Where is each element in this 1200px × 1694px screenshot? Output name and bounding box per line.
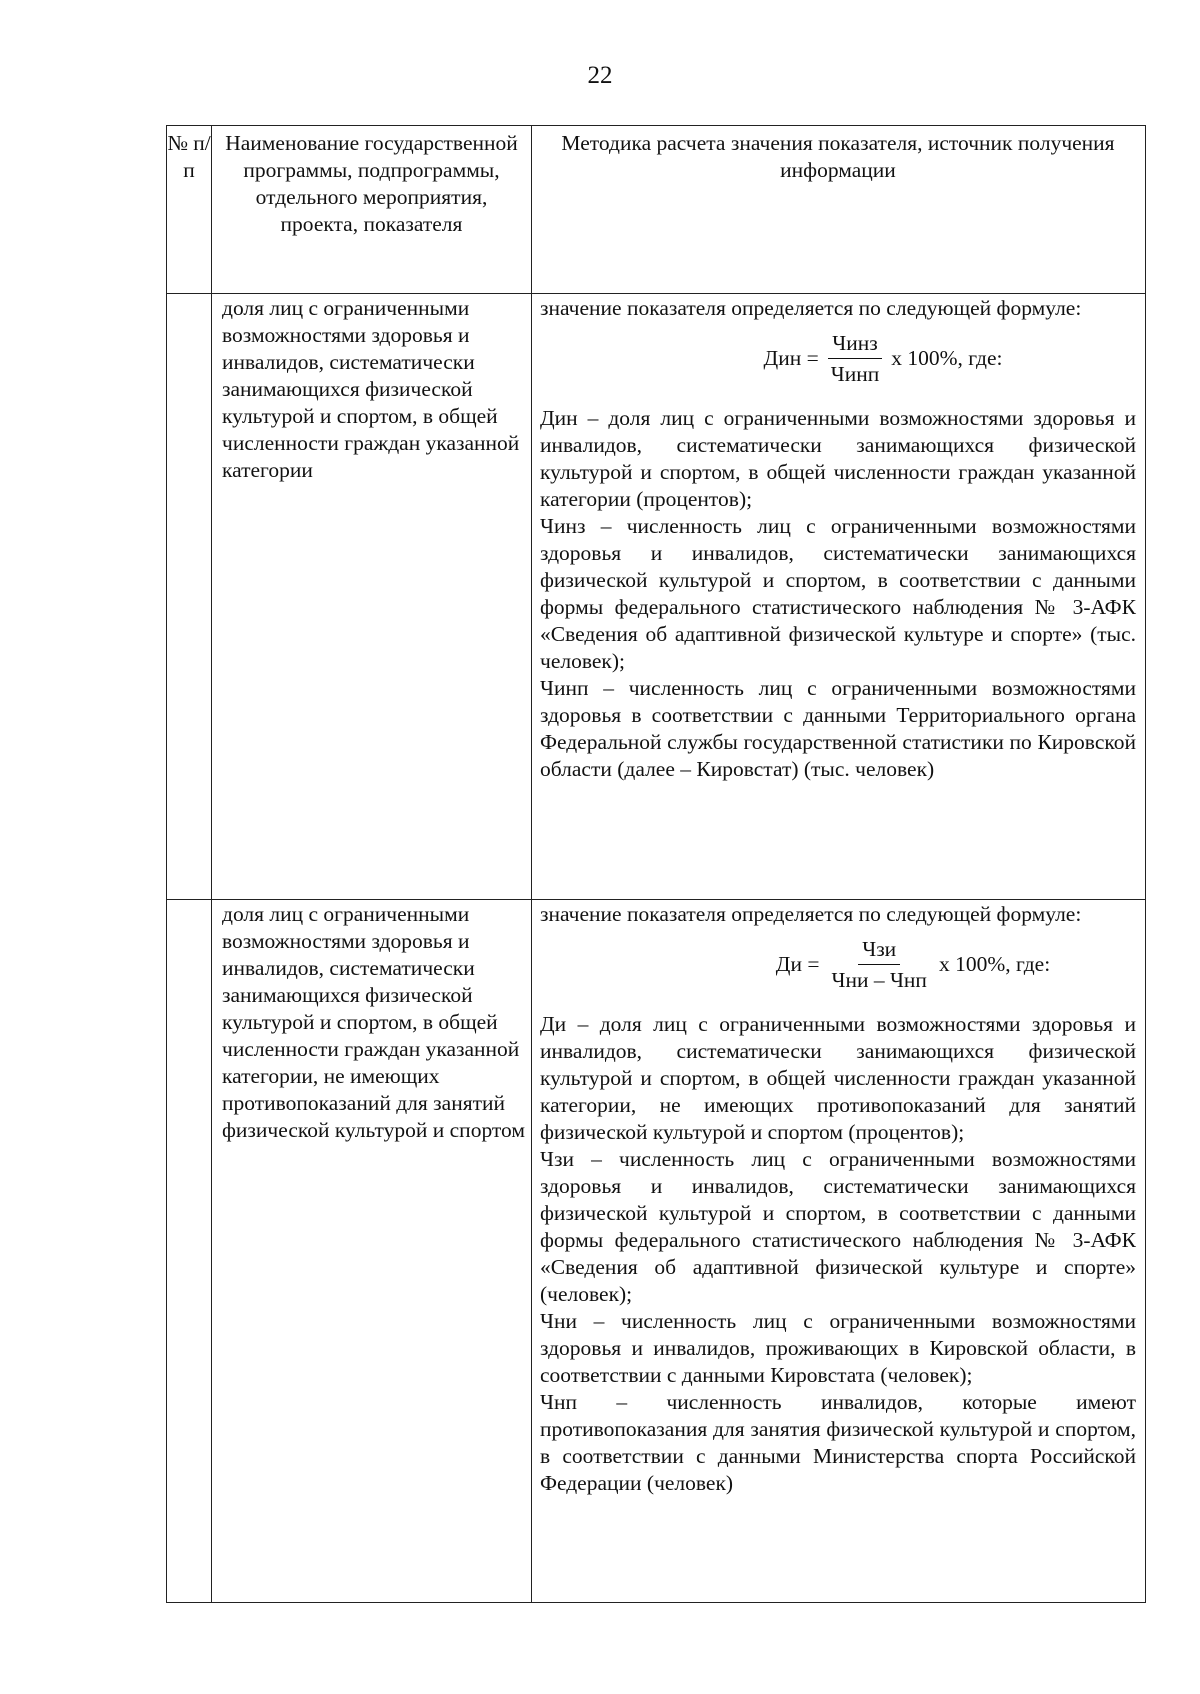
row-2-definition: Ди – доля лиц с ограниченными возможностями здоровья и инвалидов, систематически занимающихся физической культурой и спортом, в общей численности граждан указанной категории, не имеющих противопоказаний для занятий физической культурой и спортом (процентов); (540, 1012, 1136, 1144)
formula-suffix: x 100%, где: (891, 346, 1003, 370)
row-1-definition: Дин – доля лиц с ограниченными возможностями здоровья и инвалидов, систематически занимающихся физической культурой и спортом, в общей численности граждан указанной категории (процентов); (540, 406, 1136, 511)
indicator-table (166, 125, 1146, 1603)
formula-denominator: Чни – Чнп (831, 968, 927, 992)
header-number-column: № п/п (167, 131, 211, 182)
row-2-intro: значение показателя определяется по следующей формуле: (540, 902, 1082, 926)
row-1-method (532, 295, 1144, 783)
row-2-definition: Чзи – численность лиц с ограниченными возможностями здоровья и инвалидов, систематически занимающихся физической культурой и спортом, в соответствии с данными формы федерального статистического наблюдения № 3-АФК «Сведения об адаптивной физической культуре и спорте» (человек); (540, 1147, 1136, 1306)
row-2-definition: Чнп – численность инвалидов, которые имеют противопоказания для занятия физической культурой и спортом, в соответствии с данными Министерства спорта Российской Федерации (человек) (540, 1390, 1136, 1495)
row-2-definition: Чни – численность лиц с ограниченными возможностями здоровья и инвалидов, проживающих в Кировской области, в соответствии с данными Кировстата (человек); (540, 1309, 1136, 1387)
formula-denominator: Чинп (830, 362, 880, 386)
header-name-column: Наименование государственной программы, подпрограммы, отдельного мероприятия, проекта, показателя (225, 131, 518, 236)
row-1-intro: значение показателя определяется по следующей формуле: (540, 296, 1082, 320)
formula-fraction (827, 936, 930, 993)
row-1-definition: Чинз – численность лиц с ограниченными возможностями здоровья и инвалидов, систематически занимающихся физической культурой и спортом, в соответствии с данными формы федерального статистического наблюдения № 3-АФК «Сведения об адаптивной физической культуре и спорте» (тыс. человек); (540, 514, 1136, 673)
formula-lhs: Дин = (763, 346, 819, 370)
row-1-formula (630, 330, 1136, 387)
page-number: 22 (587, 62, 613, 89)
row-1-definition: Чинп – численность лиц с ограниченными возможностями здоровья в соответствии с данными Территориального органа Федеральной службы государственной статистики по Кировской области (далее – Кировстат) (тыс. человек) (540, 676, 1136, 781)
row-2-formula (690, 936, 1136, 993)
formula-numerator: Чинз (828, 330, 881, 359)
row-divider-1 (167, 293, 1145, 294)
formula-fraction (827, 330, 884, 387)
header-method-column: Методика расчета значения показателя, источник получения информации (561, 131, 1115, 182)
row-2-method (532, 901, 1144, 1497)
row-1-indicator-name: доля лиц с ограниченными возможностями здоровья и инвалидов, систематически занимающихся физической культурой и спортом, в общей численности граждан указанной категории (222, 296, 520, 482)
formula-lhs: Ди = (775, 952, 820, 976)
formula-suffix: x 100%, где: (938, 952, 1051, 976)
formula-numerator: Чзи (858, 936, 900, 965)
row-2-indicator-name: доля лиц с ограниченными возможностями здоровья и инвалидов, систематически занимающихся физической культурой и спортом, в общей численности граждан указанной категории, не имеющих противопоказаний для занятий физической культурой и спортом (222, 902, 525, 1142)
row-divider-2 (167, 899, 1145, 900)
